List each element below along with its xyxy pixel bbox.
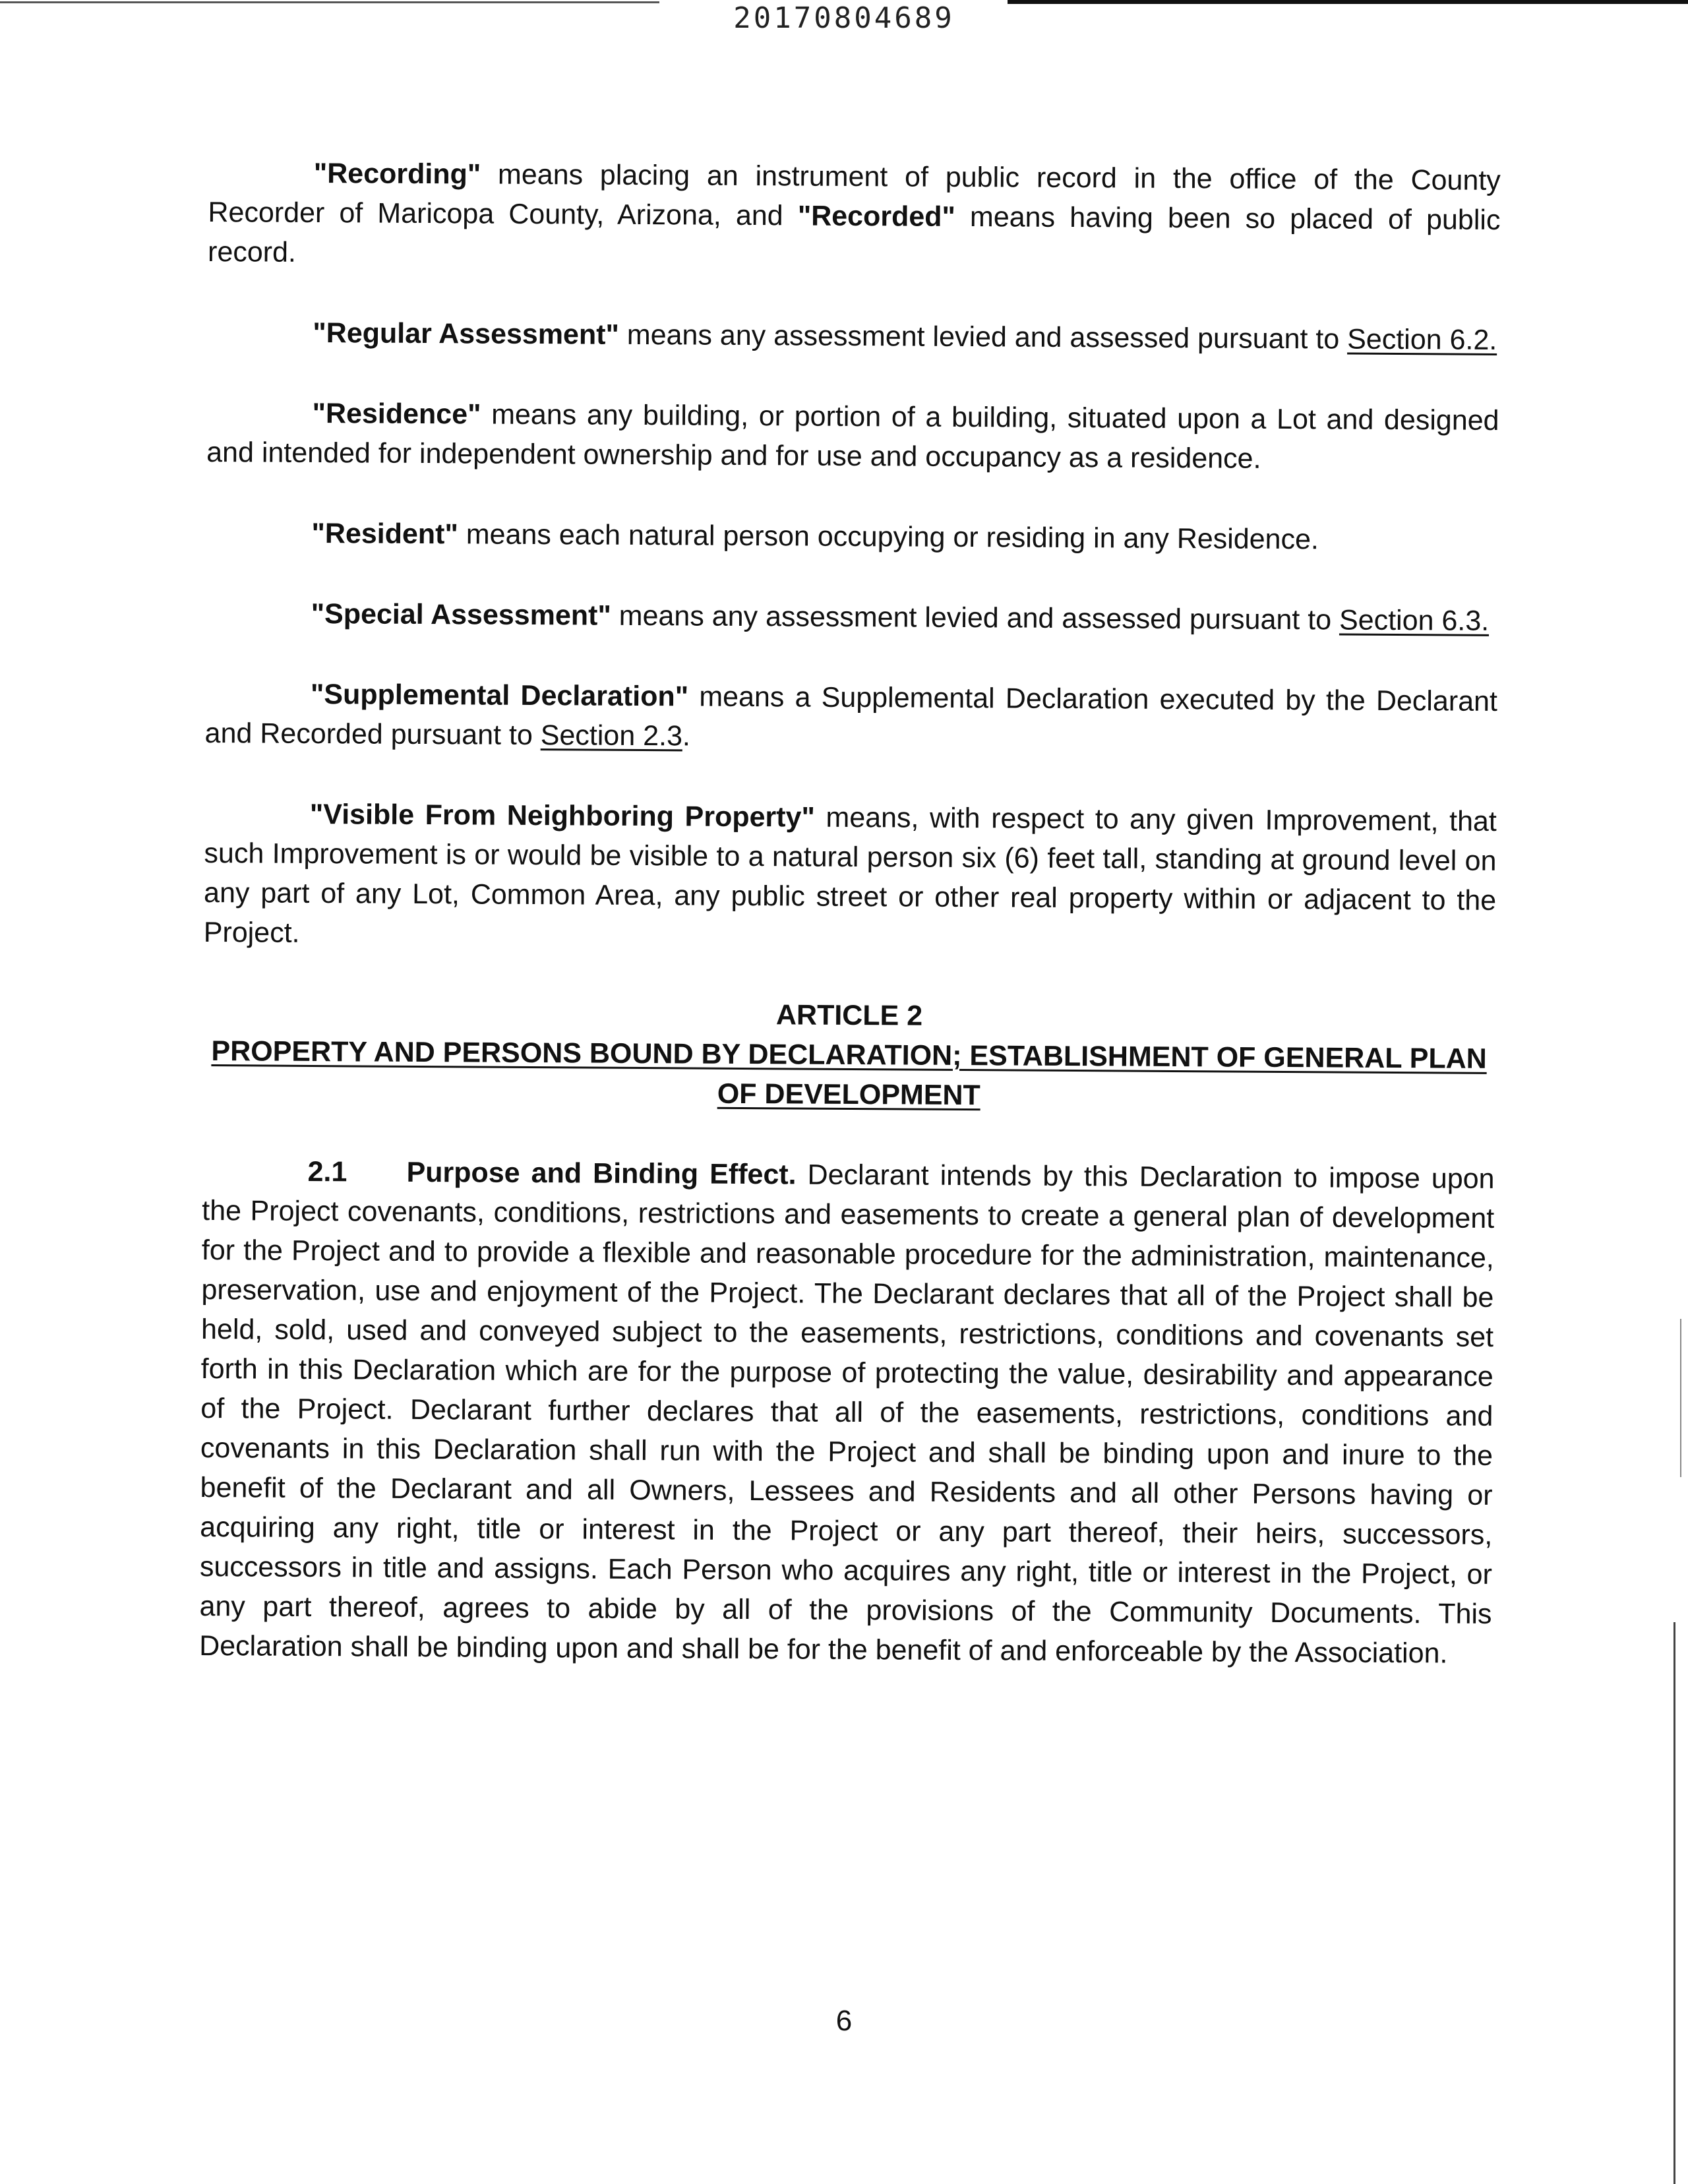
- definition-text: means a Supplemental Declaration executed by the Declarant and Recorded pursuant to: [204, 681, 1498, 752]
- article-title: ARTICLE 2: [775, 999, 923, 1032]
- defined-term: "Recorded": [797, 200, 956, 233]
- section-reference: Section 6.3.: [1339, 604, 1490, 637]
- recording-number: 20170804689: [733, 1, 955, 35]
- defined-term: "Resident": [311, 517, 458, 551]
- scan-right-edge-line: [1673, 1622, 1675, 2184]
- section-2-1: [199, 1151, 1495, 1674]
- article-heading: PROPERTY AND PERSONS BOUND BY DECLARATION; ESTABLISHMENT OF GENERAL PLAN OF DEVELOPMENT: [211, 1035, 1487, 1112]
- scan-right-edge-tick: [1680, 1319, 1681, 1477]
- article-heading-block: [202, 992, 1495, 1118]
- defined-term: "Supplemental Declaration": [310, 678, 689, 713]
- definition-visible-from-neighboring-property: [204, 794, 1497, 960]
- section-body: Declarant intends by this Declaration to impose upon the Project covenants, conditions, restrictions and easements to create a general plan of development for the Project and to provide a flexible and reasonable procedure for the administration, maintenance, preservation, use and enjoyment of the Project. The Declarant declares that all of the Project shall be held, sold, used and conveyed subject to the easements, restrictions, conditions and covenants set forth in this Declaration which are for the purpose of protecting the value, desirability and appearance of the Project. Declarant further declares that all of the easements, restrictions, conditions and covenants in this Declaration shall run with the Project and shall be binding upon and inure to the benefit of the Declarant and all Owners, Lessees and Residents and all other Persons having or acquiring any right, title or interest in the Project or any part thereof, their heirs, successors, successors in title and assigns. Each Person who acquires any right, title or interest in the Project, or any part thereof, agrees to abide by all of the provisions of the Community Documents. This Declaration shall be binding upon and shall be for the benefit of and enforceable by the Association.: [199, 1159, 1495, 1670]
- defined-term: "Special Assessment": [311, 597, 611, 632]
- defined-term: "Regular Assessment": [313, 317, 620, 351]
- section-title: Purpose and Binding Effect.: [406, 1156, 797, 1191]
- definition-text: means placing an instrument of public record in the office of the County Recorder of Maricopa County, Arizona, and: [208, 158, 1501, 232]
- defined-term: "Recording": [313, 157, 481, 191]
- defined-term: "Visible From Neighboring Property": [309, 798, 815, 834]
- definition-resident: [206, 513, 1498, 561]
- definition-text: means, with respect to any given Improvement, that such Improvement is or would be visible to a natural person six (6) feet tall, standing at ground level on any part of any Lot, Common Area, any public street or other real property within or adjacent to the Project.: [203, 801, 1497, 949]
- section-reference: Section 6.2.: [1347, 323, 1497, 356]
- section-number: 2.1: [307, 1155, 347, 1188]
- definition-text: means having been so placed of public record.: [207, 200, 1501, 268]
- definition-regular-assessment: [207, 313, 1499, 360]
- definition-residence: [206, 393, 1499, 480]
- definition-tail: .: [682, 720, 691, 752]
- definition-text: means any assessment levied and assessed pursuant to: [618, 318, 1348, 355]
- definition-text: means each natural person occupying or residing in any Residence.: [458, 518, 1319, 556]
- definition-text: means any assessment levied and assessed pursuant to: [611, 599, 1340, 636]
- definition-text: means any building, or portion of a building, situated upon a Lot and designed and intended for independent ownership and for use and occupancy as a residence.: [206, 398, 1499, 475]
- section-reference: Section 2.3: [540, 719, 683, 752]
- definition-recording: [208, 153, 1501, 280]
- page-number: 6: [835, 2005, 853, 2037]
- page-body: [199, 153, 1501, 1674]
- definition-supplemental-declaration: [204, 674, 1497, 761]
- definition-special-assessment: [206, 593, 1498, 641]
- defined-term: "Residence": [312, 397, 481, 431]
